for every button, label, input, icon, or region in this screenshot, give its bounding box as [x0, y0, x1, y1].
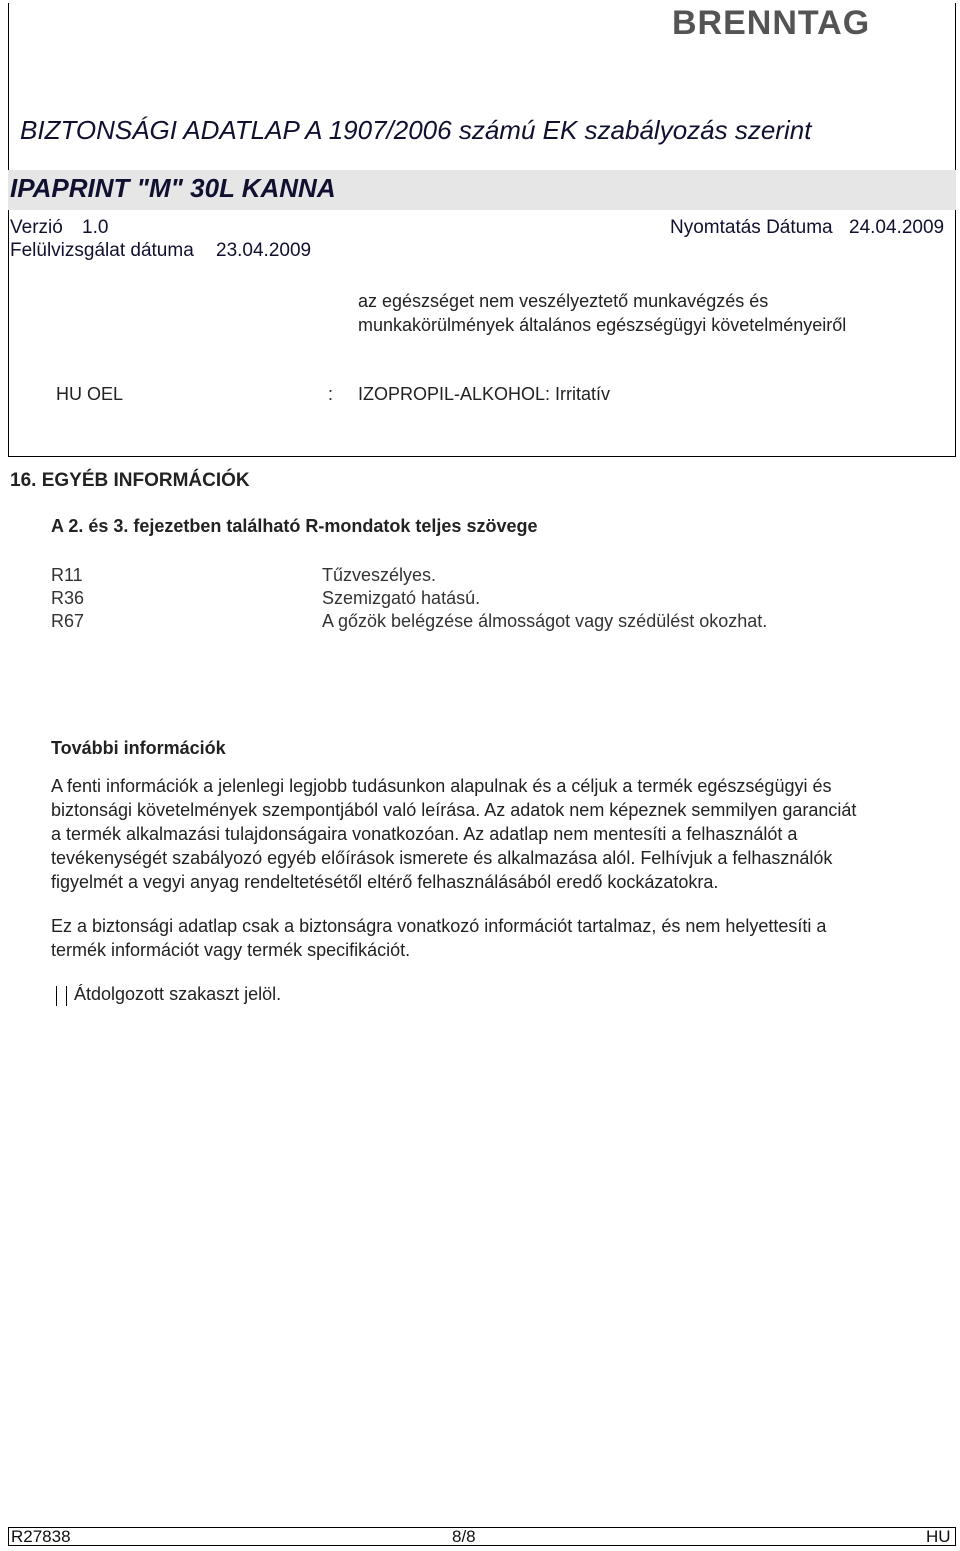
version-label: Verzió	[10, 217, 63, 238]
revision-bar-icon	[56, 986, 67, 1006]
section16-heading: 16. EGYÉB INFORMÁCIÓK	[10, 470, 250, 491]
further-info-heading: További információk	[51, 738, 226, 758]
print-date-label: Nyomtatás Dátuma	[670, 217, 833, 238]
product-name: IPAPRINT "M" 30L KANNA	[10, 173, 336, 203]
paragraph-line: termék információt vagy termék specifikációt.	[51, 940, 411, 960]
further-info-paragraph	[51, 774, 956, 894]
footer	[8, 1527, 956, 1546]
oel-value: IZOPROPIL-ALKOHOL: Irritatív	[358, 384, 611, 404]
print-date-value: 24.04.2009	[849, 217, 945, 238]
oel-colon: :	[328, 384, 334, 404]
paragraph-line: A fenti információk a jelenlegi legjobb tudásunkon alapulnak és a céljuk a termék egészségügyi és	[51, 776, 832, 796]
paragraph-line: tevékenységét szabályozó egyéb előírások ismerete és alkalmazása alól. Felhívjuk a felhasználók	[51, 848, 833, 868]
revision-note: Átdolgozott szakaszt jelöl.	[74, 984, 282, 1004]
revision-date-label: Felülvizsgálat dátuma	[10, 240, 194, 261]
r-phrase-code: R36	[51, 588, 85, 608]
paragraph-line: figyelmét a vegyi anyag rendeltetésétől eltérő felhasználásából eredő kockázatokra.	[51, 872, 719, 892]
footer-page-number: 8/8	[452, 1527, 476, 1546]
paragraph-line: biztonsági követelmények szempontjából való leírása. Az adatok nem képeznek semmilyen garanciát	[51, 800, 857, 820]
section15-line2: munkakörülmények általános egészségügyi követelményeiről	[358, 315, 847, 335]
r-phrase-text: A gőzök belégzése álmosságot vagy szédülést okozhat.	[322, 611, 768, 631]
logo-text: BRENNTAG	[672, 4, 871, 42]
brand-logo	[672, 4, 954, 42]
paragraph-line: Ez a biztonsági adatlap csak a biztonságra vonatkozó információt tartalmaz, és nem helyettesíti a	[51, 916, 827, 936]
revision-date-value: 23.04.2009	[216, 240, 312, 261]
paragraph-line: a termék alkalmazási tulajdonságaira vonatkozóan. Az adatlap nem mentesíti a felhasználót a	[51, 824, 798, 844]
r-phrase-text: Tűzveszélyes.	[322, 565, 437, 585]
section15-line1: az egészséget nem veszélyeztető munkavégzés és	[358, 291, 769, 311]
r-phrases-heading: A 2. és 3. fejezetben található R-mondatok teljes szövege	[51, 516, 538, 536]
disclaimer-paragraph	[51, 914, 956, 962]
r-phrase-text: Szemizgató hatású.	[322, 588, 481, 608]
version-value: 1.0	[82, 217, 109, 238]
oel-label: HU OEL	[56, 384, 124, 404]
r-phrase-code: R67	[51, 611, 85, 631]
footer-language: HU	[926, 1527, 951, 1546]
document-title: BIZTONSÁGI ADATLAP A 1907/2006 számú EK szabályozás szerint	[20, 115, 812, 145]
footer-doc-code: R27838	[11, 1527, 71, 1546]
r-phrase-code: R11	[51, 565, 83, 585]
